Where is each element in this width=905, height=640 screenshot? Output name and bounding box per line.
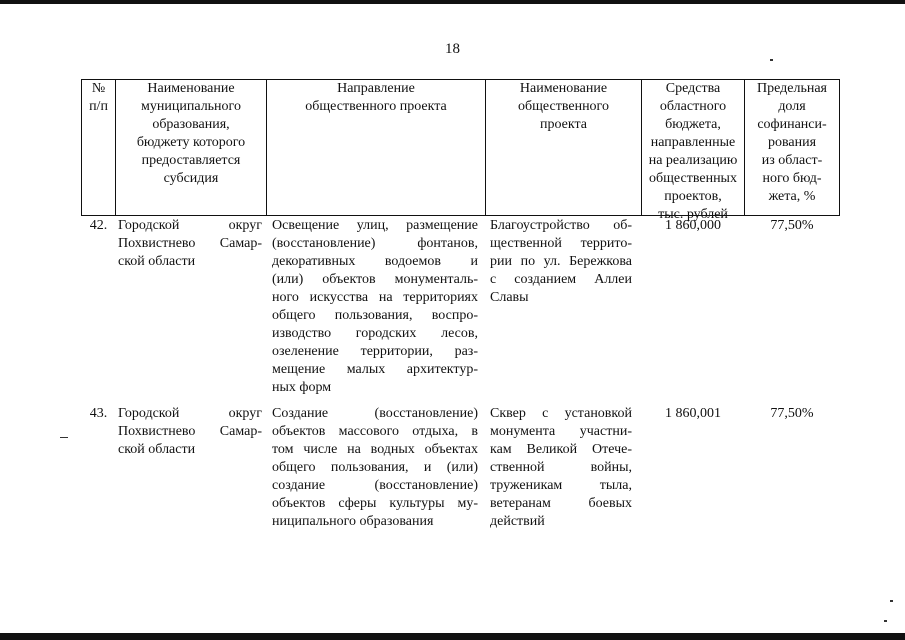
- row-43-direction: [272, 405, 478, 531]
- text-line: Создание (восстановление): [272, 406, 478, 421]
- header-line: тыс. рублей: [658, 207, 728, 222]
- row-43-number: 43.: [89, 406, 108, 421]
- header-line: доля: [778, 99, 806, 114]
- text-line: труженикам тыла,: [490, 478, 632, 493]
- text-line: щественной террито-: [490, 236, 632, 251]
- text-line: мещение малых архитектур-: [272, 362, 478, 377]
- text-line: рии по ул. Бережкова: [490, 254, 632, 269]
- text-line: (восстановление) фонтанов,: [272, 236, 478, 251]
- scan-speck: [890, 600, 893, 602]
- header-line: предоставляется: [141, 153, 241, 168]
- header-line: рования: [767, 135, 817, 150]
- top-border: [0, 0, 905, 4]
- header-line: ного бюд-: [762, 171, 822, 186]
- header-line: из област-: [761, 153, 823, 168]
- header-line: софинанси-: [757, 117, 827, 132]
- header-line: Наименование: [147, 81, 235, 96]
- text-line: действий: [490, 514, 545, 529]
- header-cell-municipality: [116, 80, 266, 188]
- row-43-funds: 1 860,001: [665, 406, 721, 421]
- scan-speck: [884, 620, 887, 622]
- row-43-project: [490, 405, 632, 531]
- row-42-direction: [272, 217, 478, 397]
- scan-speck: [770, 59, 773, 61]
- text-line: ветеранам боевых: [490, 496, 632, 511]
- text-line: Сквер с установкой: [490, 406, 632, 421]
- text-line: общего пользования, и (или): [272, 460, 478, 475]
- header-cell-share: [745, 80, 839, 206]
- header-line: общественного проекта: [305, 99, 447, 114]
- row-42-project: [490, 217, 632, 307]
- header-line: муниципального: [141, 99, 241, 114]
- text-line: общего пользования, воспро-: [272, 308, 478, 323]
- bottom-border: [0, 633, 905, 640]
- header-line: проектов,: [664, 189, 722, 204]
- row-42-share: 77,50%: [770, 218, 814, 233]
- text-line: озеленение территории, раз-: [272, 344, 478, 359]
- text-line: создание (восстановление): [272, 478, 478, 493]
- header-line: общественного: [518, 99, 609, 114]
- header-line: субсидия: [163, 171, 219, 186]
- text-line: том числе на водных объектах: [272, 442, 478, 457]
- row-43-municipality: [118, 405, 262, 459]
- header-cell-number: [82, 80, 115, 116]
- text-line: изводство городских лесов,: [272, 326, 478, 341]
- header-line: п/п: [89, 99, 108, 114]
- text-line: Похвистнево Самар-: [118, 236, 262, 251]
- text-line: с созданием Аллеи: [490, 272, 632, 287]
- header-line: бюджету которого: [136, 135, 246, 150]
- text-line: декоративных водоемов и: [272, 254, 478, 269]
- text-line: Городской округ: [118, 218, 262, 233]
- text-line: ской области: [118, 254, 196, 269]
- header-line: направленные: [650, 135, 736, 150]
- header-cell-project: [486, 80, 641, 134]
- header-line: областного: [659, 99, 727, 114]
- header-line: Предельная: [757, 81, 827, 96]
- text-line: Похвистнево Самар-: [118, 424, 262, 439]
- col-border-6: [839, 79, 840, 216]
- header-line: бюджета,: [665, 117, 721, 132]
- header-line: №: [91, 81, 106, 96]
- text-line: Славы: [490, 290, 529, 305]
- header-line: жета, %: [768, 189, 816, 204]
- text-line: монумента участни-: [490, 424, 632, 439]
- row-42-funds: 1 860,000: [665, 218, 721, 233]
- header-line: Наименование: [519, 81, 608, 96]
- text-line: ных форм: [272, 380, 332, 395]
- text-line: кам Великой Отече-: [490, 442, 632, 457]
- row-42-number: 42.: [89, 218, 108, 233]
- header-line: на реализацию: [648, 153, 738, 168]
- header-line: проекта: [540, 117, 587, 132]
- header-line: образования,: [152, 117, 230, 132]
- header-cell-funds: [642, 80, 744, 224]
- header-line: Направление: [337, 81, 415, 96]
- header-cell-direction: [267, 80, 485, 116]
- text-line: Городской округ: [118, 406, 262, 421]
- text-line: Благоустройство об-: [490, 218, 632, 233]
- text-line: ственной войны,: [490, 460, 632, 475]
- row-43-share: 77,50%: [770, 406, 814, 421]
- header-line: общественных: [649, 171, 737, 186]
- text-line: ного искусства на территориях: [272, 290, 478, 305]
- text-line: объектов сферы культуры му-: [272, 496, 478, 511]
- text-line: ниципального образования: [272, 514, 434, 529]
- header-line: Средства: [665, 81, 721, 96]
- text-line: объектов массового отдыха, в: [272, 424, 478, 439]
- page-number: 18: [445, 41, 460, 57]
- scan-mark: [60, 437, 68, 438]
- text-line: Освещение улиц, размещение: [272, 218, 478, 233]
- row-42-municipality: [118, 217, 262, 271]
- text-line: ской области: [118, 442, 196, 457]
- text-line: (или) объектов монументаль-: [272, 272, 478, 287]
